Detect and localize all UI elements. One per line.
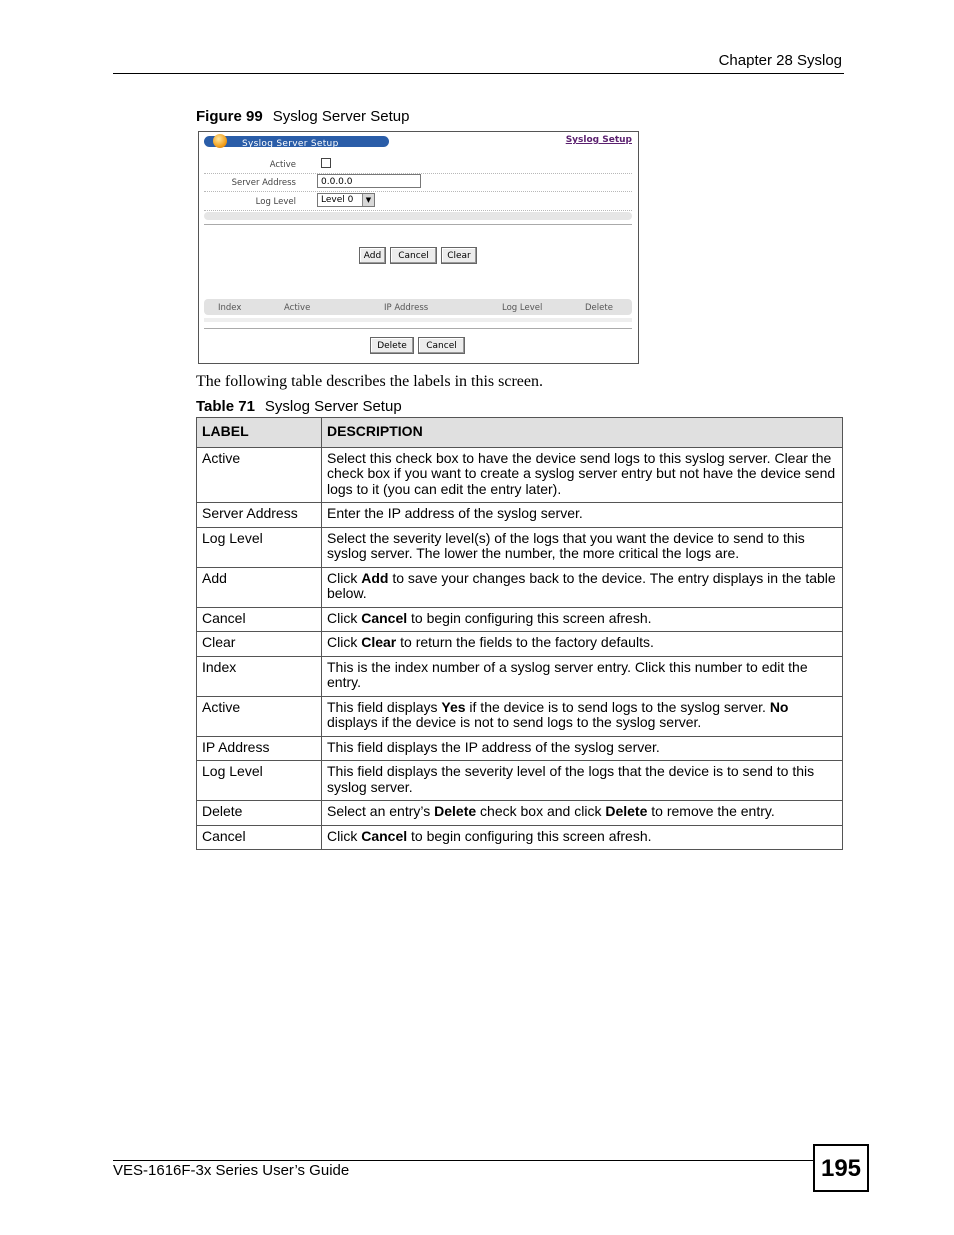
table-row bbox=[197, 761, 843, 801]
table-row bbox=[197, 527, 843, 567]
row-description bbox=[322, 632, 843, 657]
column-log-level: Log Level bbox=[502, 303, 543, 313]
desc-bold: Cancel bbox=[361, 827, 408, 844]
column-active: Active bbox=[284, 303, 311, 313]
log-level-label: Log Level bbox=[255, 197, 296, 207]
figure-number: Figure 99 bbox=[196, 108, 263, 125]
desc-text: to begin configuring this screen afresh. bbox=[407, 609, 652, 626]
desc-text: Click bbox=[327, 569, 362, 586]
row-label: Cancel bbox=[197, 607, 322, 632]
row-label: Server Address bbox=[197, 503, 322, 528]
table-row bbox=[197, 447, 843, 503]
guide-title: VES-1616F-3x Series User’s Guide bbox=[113, 1162, 350, 1179]
row-description: This is the index number of a syslog server entry. Click this number to edit the entry. bbox=[322, 656, 843, 696]
server-list-body bbox=[204, 318, 632, 322]
clear-button[interactable]: Clear bbox=[441, 247, 477, 264]
row-label: Log Level bbox=[197, 527, 322, 567]
figure-caption bbox=[196, 108, 409, 125]
table-caption bbox=[196, 398, 402, 415]
list-cancel-button[interactable]: Cancel bbox=[418, 337, 465, 354]
syslog-setup-link[interactable]: Syslog Setup bbox=[565, 135, 632, 145]
row-description: Enter the IP address of the syslog server. bbox=[322, 503, 843, 528]
footer-divider bbox=[113, 1160, 813, 1161]
form-divider bbox=[204, 224, 632, 225]
active-checkbox[interactable] bbox=[321, 158, 331, 168]
chevron-down-icon[interactable]: ▼ bbox=[362, 194, 374, 206]
table-row bbox=[197, 801, 843, 826]
desc-bold: Yes bbox=[441, 698, 466, 715]
row-label: Delete bbox=[197, 801, 322, 826]
figure-title: Syslog Server Setup bbox=[272, 108, 410, 125]
column-delete: Delete bbox=[585, 303, 613, 313]
table-row bbox=[197, 656, 843, 696]
table-row bbox=[197, 825, 843, 850]
table-row bbox=[197, 632, 843, 657]
screen-title: Syslog Server Setup bbox=[242, 139, 339, 149]
desc-bold: Cancel bbox=[361, 609, 408, 626]
form-bottom-band bbox=[204, 212, 632, 220]
table-row bbox=[197, 607, 843, 632]
table-row bbox=[197, 736, 843, 761]
delete-button[interactable]: Delete bbox=[370, 337, 414, 354]
list-divider bbox=[204, 328, 632, 329]
column-ip-address: IP Address bbox=[384, 303, 429, 313]
table-row bbox=[197, 696, 843, 736]
desc-text: to begin configuring this screen afresh. bbox=[407, 827, 652, 844]
desc-bold: Delete bbox=[605, 803, 648, 819]
row-description bbox=[322, 801, 843, 826]
table-row bbox=[197, 503, 843, 528]
desc-text: Click bbox=[327, 827, 362, 844]
row-description: This field displays the IP address of the syslog server. bbox=[322, 736, 843, 761]
row-label: Clear bbox=[197, 632, 322, 657]
row-description: Select this check box to have the device send logs to this syslog server. Clear the check box if you want to create a syslog server entry but not have the device send logs to it (you can edit the entry later). bbox=[322, 447, 843, 503]
desc-bold: No bbox=[769, 698, 789, 715]
title-orb-icon bbox=[213, 134, 227, 148]
row-description bbox=[322, 567, 843, 607]
table-header-row bbox=[197, 418, 843, 448]
screen-title-bar bbox=[204, 136, 389, 147]
syslog-server-setup-screenshot bbox=[198, 131, 639, 364]
row-description: Select the severity level(s) of the logs that you want the device to send to this syslog server. The lower the number, the more critical the logs are. bbox=[322, 527, 843, 567]
server-list-header bbox=[204, 299, 632, 315]
desc-text: displays if the device is not to send logs to the syslog server. bbox=[327, 714, 702, 730]
row-description: This field displays the severity level of the logs that the device is to send to this syslog server. bbox=[322, 761, 843, 801]
header-divider bbox=[113, 73, 844, 74]
row-description bbox=[322, 696, 843, 736]
desc-text: This field displays bbox=[327, 698, 442, 715]
server-address-row bbox=[204, 173, 632, 192]
desc-text: Click bbox=[327, 609, 362, 626]
active-row bbox=[204, 155, 632, 174]
log-level-select[interactable] bbox=[317, 193, 375, 207]
row-label: Active bbox=[197, 447, 322, 503]
label-column-header: LABEL bbox=[197, 418, 322, 448]
table-title: Syslog Server Setup bbox=[264, 398, 402, 415]
row-description bbox=[322, 825, 843, 850]
intro-paragraph: The following table describes the labels in this screen. bbox=[196, 373, 544, 390]
description-table bbox=[196, 417, 843, 850]
desc-text: Select an entry’s bbox=[327, 803, 435, 819]
log-level-row bbox=[204, 192, 632, 211]
desc-bold: Delete bbox=[434, 803, 477, 819]
row-label: Cancel bbox=[197, 825, 322, 850]
row-label: Log Level bbox=[197, 761, 322, 801]
row-label: Add bbox=[197, 567, 322, 607]
description-column-header: DESCRIPTION bbox=[322, 418, 843, 448]
row-description bbox=[322, 607, 843, 632]
server-address-input[interactable]: 0.0.0.0 bbox=[317, 174, 421, 188]
desc-bold: Clear bbox=[361, 634, 397, 650]
row-label: Index bbox=[197, 656, 322, 696]
cancel-button[interactable]: Cancel bbox=[390, 247, 437, 264]
desc-text: check box and click bbox=[476, 803, 606, 819]
desc-text: to save your changes back to the device. The entry displays in the table below. bbox=[327, 569, 836, 601]
row-label: Active bbox=[197, 696, 322, 736]
desc-text: to remove the entry. bbox=[647, 803, 775, 819]
desc-text: Click bbox=[327, 634, 362, 650]
add-button[interactable]: Add bbox=[359, 247, 386, 264]
column-index: Index bbox=[218, 303, 242, 313]
desc-text: to return the fields to the factory defaults. bbox=[396, 634, 654, 650]
table-row bbox=[197, 567, 843, 607]
chapter-title: Chapter 28 Syslog bbox=[718, 52, 842, 69]
desc-bold: Add bbox=[361, 569, 389, 586]
server-address-label: Server Address bbox=[231, 178, 296, 188]
row-label: IP Address bbox=[197, 736, 322, 761]
active-label: Active bbox=[269, 160, 296, 170]
page-number: 195 bbox=[813, 1144, 869, 1192]
desc-text: if the device is to send logs to the syslog server. bbox=[465, 698, 770, 715]
table-number: Table 71 bbox=[196, 398, 255, 415]
log-level-value: Level 0 bbox=[321, 195, 354, 205]
